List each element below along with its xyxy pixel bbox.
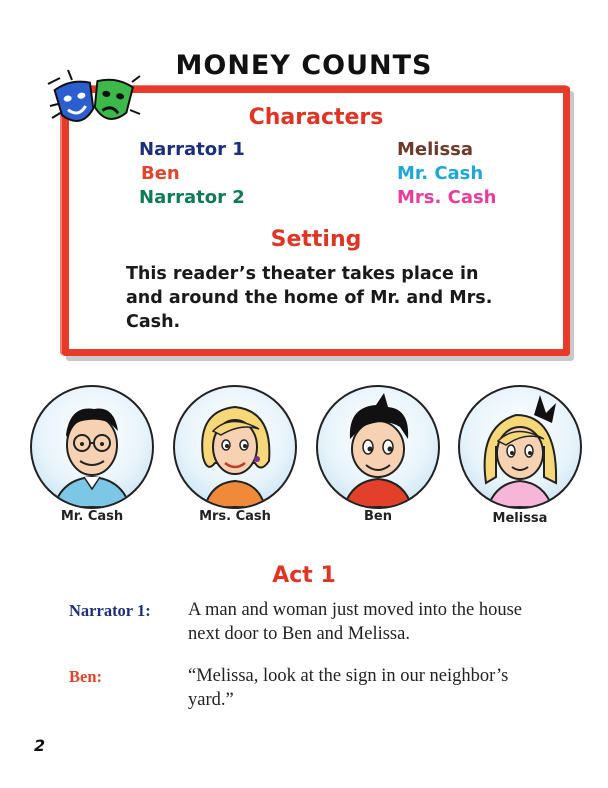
mr-cash-illustration bbox=[30, 385, 154, 509]
mrs-cash-illustration bbox=[173, 385, 297, 509]
dialogue-line: “Melissa, look at the sign in our neighbor’s yard.” bbox=[188, 666, 509, 710]
character-narrator-1: Narrator 1 bbox=[139, 139, 245, 160]
portrait-label: Mrs. Cash bbox=[199, 509, 271, 524]
ben-illustration bbox=[316, 385, 440, 509]
melissa-illustration bbox=[458, 385, 582, 509]
portrait-mrs-cash bbox=[171, 385, 299, 535]
act-heading: Act 1 bbox=[272, 563, 336, 588]
portrait-label: Mr. Cash bbox=[60, 509, 124, 524]
portrait-melissa bbox=[456, 385, 584, 535]
setting-heading: Setting bbox=[270, 227, 362, 252]
portrait-mr-cash bbox=[28, 385, 156, 535]
page-number: 2 bbox=[34, 736, 46, 755]
portrait-label: Melissa bbox=[492, 511, 548, 526]
portrait-ben bbox=[314, 385, 442, 535]
speaker-ben: Ben: bbox=[69, 667, 102, 686]
character-ben: Ben bbox=[141, 163, 180, 184]
page-title: MONEY COUNTS bbox=[175, 50, 433, 81]
character-mrs-cash: Mrs. Cash bbox=[397, 187, 497, 208]
dialogue-line: A man and woman just moved into the house next door to Ben and Melissa. bbox=[188, 600, 522, 644]
characters-heading: Characters bbox=[248, 105, 384, 130]
character-melissa: Melissa bbox=[397, 139, 474, 160]
portrait-label: Ben bbox=[364, 509, 392, 524]
theater-masks-icon bbox=[46, 66, 142, 136]
character-narrator-2: Narrator 2 bbox=[139, 187, 245, 208]
setting-text: This reader’s theater takes place in and around the home of Mr. and Mrs. Cash. bbox=[126, 264, 493, 332]
speaker-narrator-1: Narrator 1: bbox=[69, 601, 151, 620]
character-mr-cash: Mr. Cash bbox=[397, 163, 484, 184]
